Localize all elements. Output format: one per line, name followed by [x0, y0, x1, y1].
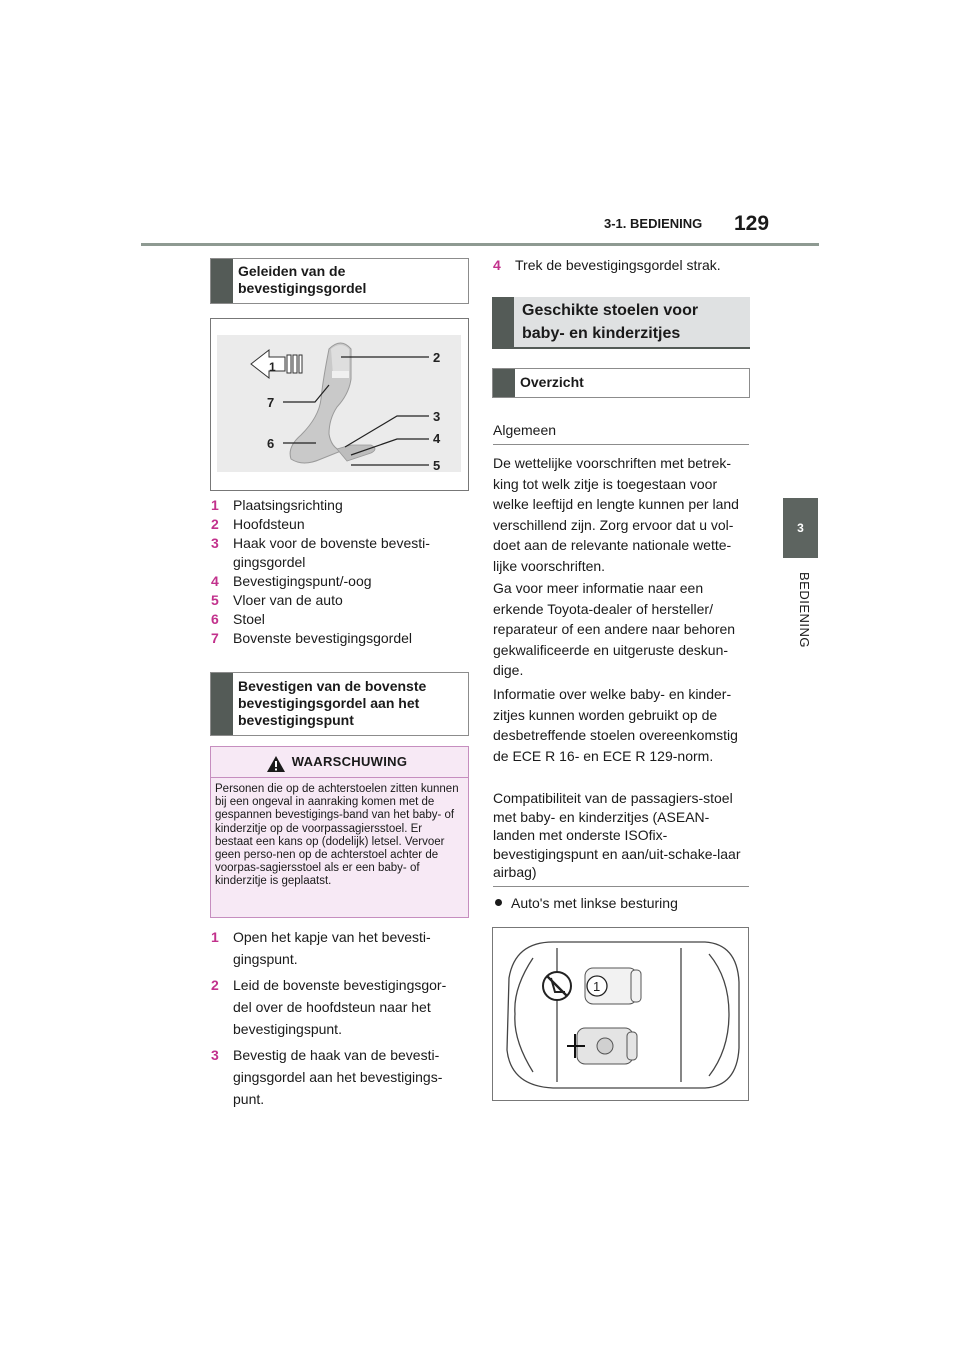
- warning-body: Personen die op de achterstoelen zitten kunnen bij een ongeval in aanraking komen met de gespannen bevestigings-band van het baby- of kinderzitje op de voorpassagiersstoel. Er bestaat een kans op (dodelijk) letsel. Vervoer geen perso-nen op de achterstoel achter de voorpas-sagiersstoel als er een baby- of kinderzitje is geplaatst.: [215, 783, 459, 888]
- step-item: [493, 254, 749, 276]
- heading-text: Bevestigen van de bovenste bevestigingsgordel aan het bevestigingspunt: [238, 678, 427, 728]
- prohibited-seat-icon: [543, 972, 571, 1000]
- overview-heading: [492, 368, 750, 398]
- step-text: Open het kapje van het bevesti-gingspunt.: [233, 929, 431, 967]
- heading-bar: [211, 259, 233, 303]
- step-text: Leid de bovenste bevestigingsgor-del over de hoofdsteun naar het bevestigingspunt.: [233, 977, 447, 1037]
- figure-label-6: 6: [267, 436, 275, 451]
- paragraph-2: Ga voor meer informatie naar een erkende Toyota-dealer of hersteller/ reparateur of een andere naar behoren gekwalificeerde en uitgeruste deskun-dige.: [493, 580, 736, 678]
- legend-item: [211, 610, 451, 629]
- step-list: [211, 926, 451, 1114]
- step-4: [493, 254, 749, 280]
- legend-num: 3: [211, 535, 219, 551]
- step-item: [211, 1044, 451, 1110]
- figure-label-2: 2: [433, 350, 441, 365]
- legend-text: Haak voor de bovenste bevesti-gingsgordel: [233, 535, 430, 570]
- legend-text: Vloer van de auto: [233, 592, 343, 608]
- legend-num: 6: [211, 611, 219, 627]
- step-text: Bevestig de haak van de bevesti-gingsgordel aan het bevestigings-punt.: [233, 1047, 443, 1107]
- legend-item: [211, 629, 451, 648]
- legend-item: [211, 572, 451, 591]
- figure-label-1: 1: [269, 360, 276, 374]
- step-num: 3: [211, 1047, 219, 1063]
- step-num: 1: [211, 929, 219, 945]
- figure-label-3: 3: [433, 409, 441, 424]
- warning-divider: [211, 777, 468, 778]
- paragraph-1: De wettelijke voorschriften met betrek-king tot welk zitje is toegestaan voor welke leeftijd en lengte kunnen per land verschillend zijn. Zorg ervoor dat u vol-doet aan de relevante nationale wette-lijke voorschriften.: [493, 455, 739, 574]
- step-num: 4: [493, 257, 501, 273]
- section-title: 3-1. BEDIENING: [604, 216, 703, 231]
- heading-geleiden: [210, 258, 469, 304]
- heading-text: Geschikte stoelen voor baby- en kinderzitjes: [522, 302, 699, 342]
- seat-illustration: [211, 319, 468, 490]
- legend-num: 4: [211, 573, 219, 589]
- warning-box: [210, 746, 469, 918]
- paragraph-3: Informatie over welke baby- en kinder-zitjes kunnen worden gebruikt op de desbetreffende stoelen overeenkomstig de ECE R 16- en ECE R 129-norm.: [493, 686, 738, 764]
- car-outline-icon: [507, 942, 739, 1088]
- legend-item: [211, 515, 451, 534]
- legend-text: Stoel: [233, 611, 265, 627]
- warning-title: WAARSCHUWING: [291, 754, 408, 769]
- legend-text: Bevestigingspunt/-oog: [233, 573, 372, 589]
- figure-legend: [211, 496, 451, 648]
- header-divider: [141, 243, 819, 246]
- heading-bevestigen: [210, 672, 469, 736]
- position-label: 1: [593, 979, 601, 994]
- legend-text: Plaatsingsrichting: [233, 497, 343, 513]
- seat-figure: [210, 318, 469, 491]
- subheading-compatibiliteit: Compatibiliteit van de passagiers-stoel met baby- en kinderzitjes (ASEAN-landen met onderste ISOfix-bevestigingspunt en aan/uit-schake-laar airbag): [493, 789, 749, 887]
- step-text: Trek de bevestigingsgordel strak.: [515, 257, 721, 273]
- figure-label-5: 5: [433, 458, 441, 473]
- car-figure: [492, 927, 749, 1101]
- heading-text: Geleiden van de bevestigingsgordel: [238, 263, 367, 296]
- bullet-item: [493, 894, 678, 912]
- heading-bar: [211, 673, 233, 735]
- child-seat-icon: [577, 1028, 637, 1064]
- legend-text: Bovenste bevestigingsgordel: [233, 630, 413, 646]
- heading-text: Overzicht: [520, 374, 584, 390]
- figure-label-4: 4: [433, 431, 441, 446]
- legend-num: 1: [211, 497, 219, 513]
- step-item: [211, 926, 451, 970]
- car-seating-diagram: [493, 928, 748, 1100]
- step-item: [211, 974, 451, 1040]
- section-heading: [492, 297, 750, 349]
- step-num: 2: [211, 977, 219, 993]
- legend-num: 5: [211, 592, 219, 608]
- legend-text: Hoofdsteun: [233, 516, 305, 532]
- figure-label-7: 7: [267, 395, 275, 410]
- chapter-tab: 3: [783, 498, 818, 558]
- chapter-tab-label: BEDIENING: [797, 571, 812, 648]
- legend-item: [211, 496, 451, 515]
- heading-bar: [492, 297, 514, 347]
- legend-item: [211, 591, 451, 610]
- subheading-algemeen: Algemeen: [493, 421, 749, 445]
- bullet-dot-icon: [495, 899, 502, 906]
- legend-item: [211, 534, 433, 572]
- bullet-text: Auto's met linkse besturing: [511, 895, 678, 911]
- page-number: 129: [734, 212, 770, 235]
- legend-num: 2: [211, 516, 219, 532]
- heading-bar: [493, 369, 515, 397]
- legend-num: 7: [211, 630, 219, 646]
